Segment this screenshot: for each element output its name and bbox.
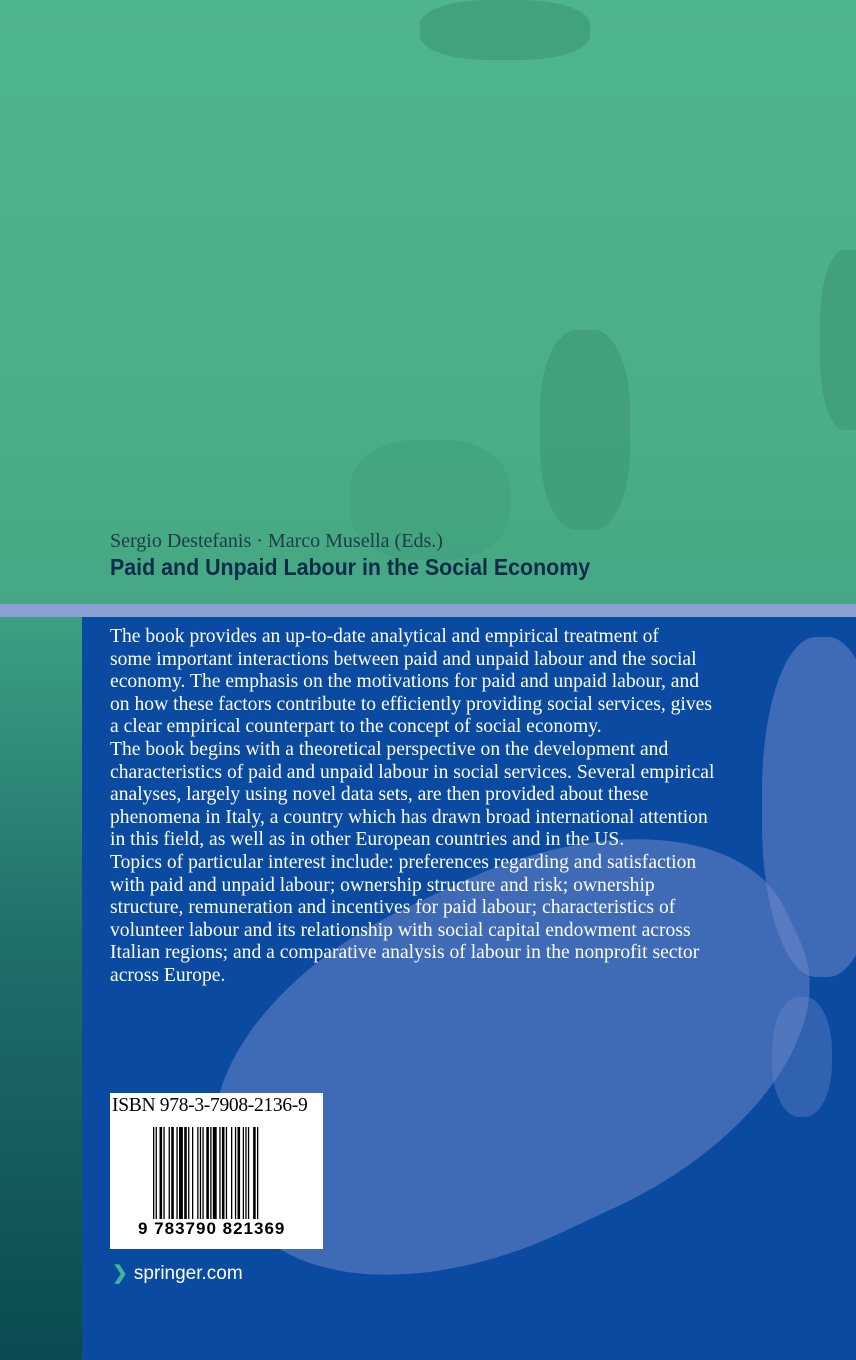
isbn-barcode-box: [110, 1093, 323, 1249]
description-line: across Europe.: [110, 964, 226, 986]
description-line: characteristics of paid and unpaid labour in social services. Several empirical: [110, 761, 715, 783]
description-line: on how these factors contribute to efficiently providing social services, gives: [110, 693, 712, 715]
book-authors: Sergio Destefanis · Marco Musella (Eds.): [110, 530, 443, 552]
divider-band: [0, 604, 856, 617]
spine-strip: [0, 617, 82, 1360]
description-line: structure, remuneration and incentives for paid labour; characteristics of: [110, 897, 676, 919]
cover-top-image: [0, 0, 856, 606]
description-line: analyses, largely using novel data sets, are then provided about these: [110, 784, 649, 806]
description-line: Italian regions; and a comparative analysis of labour in the nonprofit sector: [110, 942, 700, 964]
isbn-label: ISBN 978-3-7908-2136-9: [112, 1095, 308, 1116]
book-title: Paid and Unpaid Labour in the Social Economy: [110, 554, 591, 580]
publisher-link[interactable]: [112, 1262, 243, 1285]
description-line: Topics of particular interest include: preferences regarding and satisfaction: [110, 851, 697, 873]
description-line: in this field, as well as in other European countries and in the US.: [110, 829, 625, 851]
description-line: with paid and unpaid labour; ownership structure and risk; ownership: [110, 874, 655, 896]
description-line: some important interactions between paid and unpaid labour and the social: [110, 648, 697, 670]
chevron-right-icon: ❯: [112, 1263, 128, 1284]
description-line: phenomena in Italy, a country which has drawn broad international attention: [110, 806, 708, 828]
publisher-link-label: springer.com: [133, 1263, 243, 1284]
book-description: [110, 626, 714, 988]
description-line: a clear empirical counterpart to the concept of social economy.: [110, 716, 602, 738]
description-line: economy. The emphasis on the motivations for paid and unpaid labour, and: [110, 671, 700, 693]
description-line: The book provides an up-to-date analytical and empirical treatment of: [110, 626, 659, 647]
barcode-digits: 9 783790 821369: [138, 1219, 286, 1238]
description-line: The book begins with a theoretical perspective on the development and: [110, 738, 669, 760]
description-line: volunteer labour and its relationship with social capital endowment across: [110, 919, 691, 941]
